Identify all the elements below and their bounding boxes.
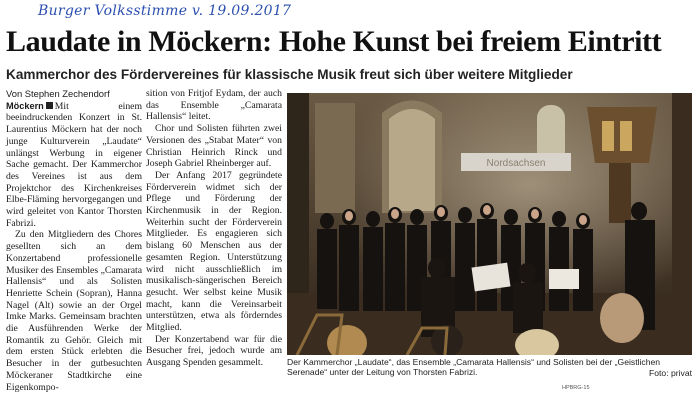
handwritten-source-text: Burger Volksstimme v. 19.09.2017: [38, 3, 292, 19]
article-column-2: [146, 88, 282, 369]
article-paragraph-2: Zu den Mitgliedern des Chores gesellten sich an dem Konzertabend professionelle Musiker des Ensembles „Camarata Hallensis“ und als Solisten Henriette Schein (Sopran), Hanna Nagel (Alt) sowie an der Orgel Imke Marks. Gemeinsam brachten die Ausführenden Werke der Romantik zu Gehör. Gleich mit dem ersten Stück erlebten die Besucher in der gutbesuchten Möckeraner Stadtkirche eine Eigenkompo-: [6, 229, 142, 393]
article-paragraph-6: Der Konzertabend war für die Besucher frei, jedoch wurde am Ausgang Spenden gesammelt.: [146, 333, 282, 369]
article-paragraph-5: Der Anfang 2017 gegründete Förderverein widmet sich der Pflege und Förderung der Kirchenmusik in der Region. Weiterhin sucht der Förderverein Mitglieder. Es engagieren sich bislang 60 Menschen aus der gesamten Region. Unterstützung wird nicht ausschließlich im musikalisch-sängerischen Bereich gesucht. Wer selbst keine Musik macht, kann die Vereinsarbeit unterstützen, etwa als förderndes Mitglied.: [146, 169, 282, 334]
article-paragraph-1: [6, 101, 142, 230]
photo-caption: Der Kammerchor „Laudate“, das Ensemble „Camarata Hallensis“ und Solisten bei der „Geistlichen Serenade“ unter der Leitung von Thorsten Fabrizi.: [287, 357, 661, 378]
paragraph-text: Mit einem beeindruckenden Konzert in St. Laurentius Möckern hat der noch junge Kulturverein „Laudate“ unlängst Werbung in eigener Sache gemacht. Der Kammerchor des Vereines ist aus dem Projektchor des Kirchenkreises Elbe-Fläming hervorgegangen und wird geleitet von Kantor Thorsten Fabrizi.: [6, 100, 142, 229]
bullet-icon: [46, 102, 53, 109]
photo-credit: Foto: privat: [649, 368, 692, 378]
author-line: Von Stephen Zechendorf: [6, 88, 110, 99]
banner-text: Nordsachsen: [486, 158, 546, 169]
article-paragraph-3: sition von Fritjof Eydam, der auch das Ensemble „Camarata Hallensis“ leitet.: [146, 88, 282, 123]
concert-photo: [287, 93, 692, 355]
headline: Laudate in Möckern: Hohe Kunst bei freiem Eintritt: [6, 25, 662, 58]
page-code: HPBRG-15: [562, 385, 590, 391]
article-paragraph-4: Chor und Solisten führten zwei Versionen des „Stabat Mater“ von Christian Heinrich Rinck und Joseph Gabriel Rheinberger auf.: [146, 123, 282, 170]
handwritten-source-note: [38, 3, 291, 19]
article-column-1: [6, 88, 142, 393]
church-concert-illustration: [287, 93, 692, 355]
dateline: Möckern: [6, 100, 44, 111]
subheadline: Kammerchor des Fördervereines für klassische Musik freut sich über weitere Mitglieder: [6, 67, 573, 82]
